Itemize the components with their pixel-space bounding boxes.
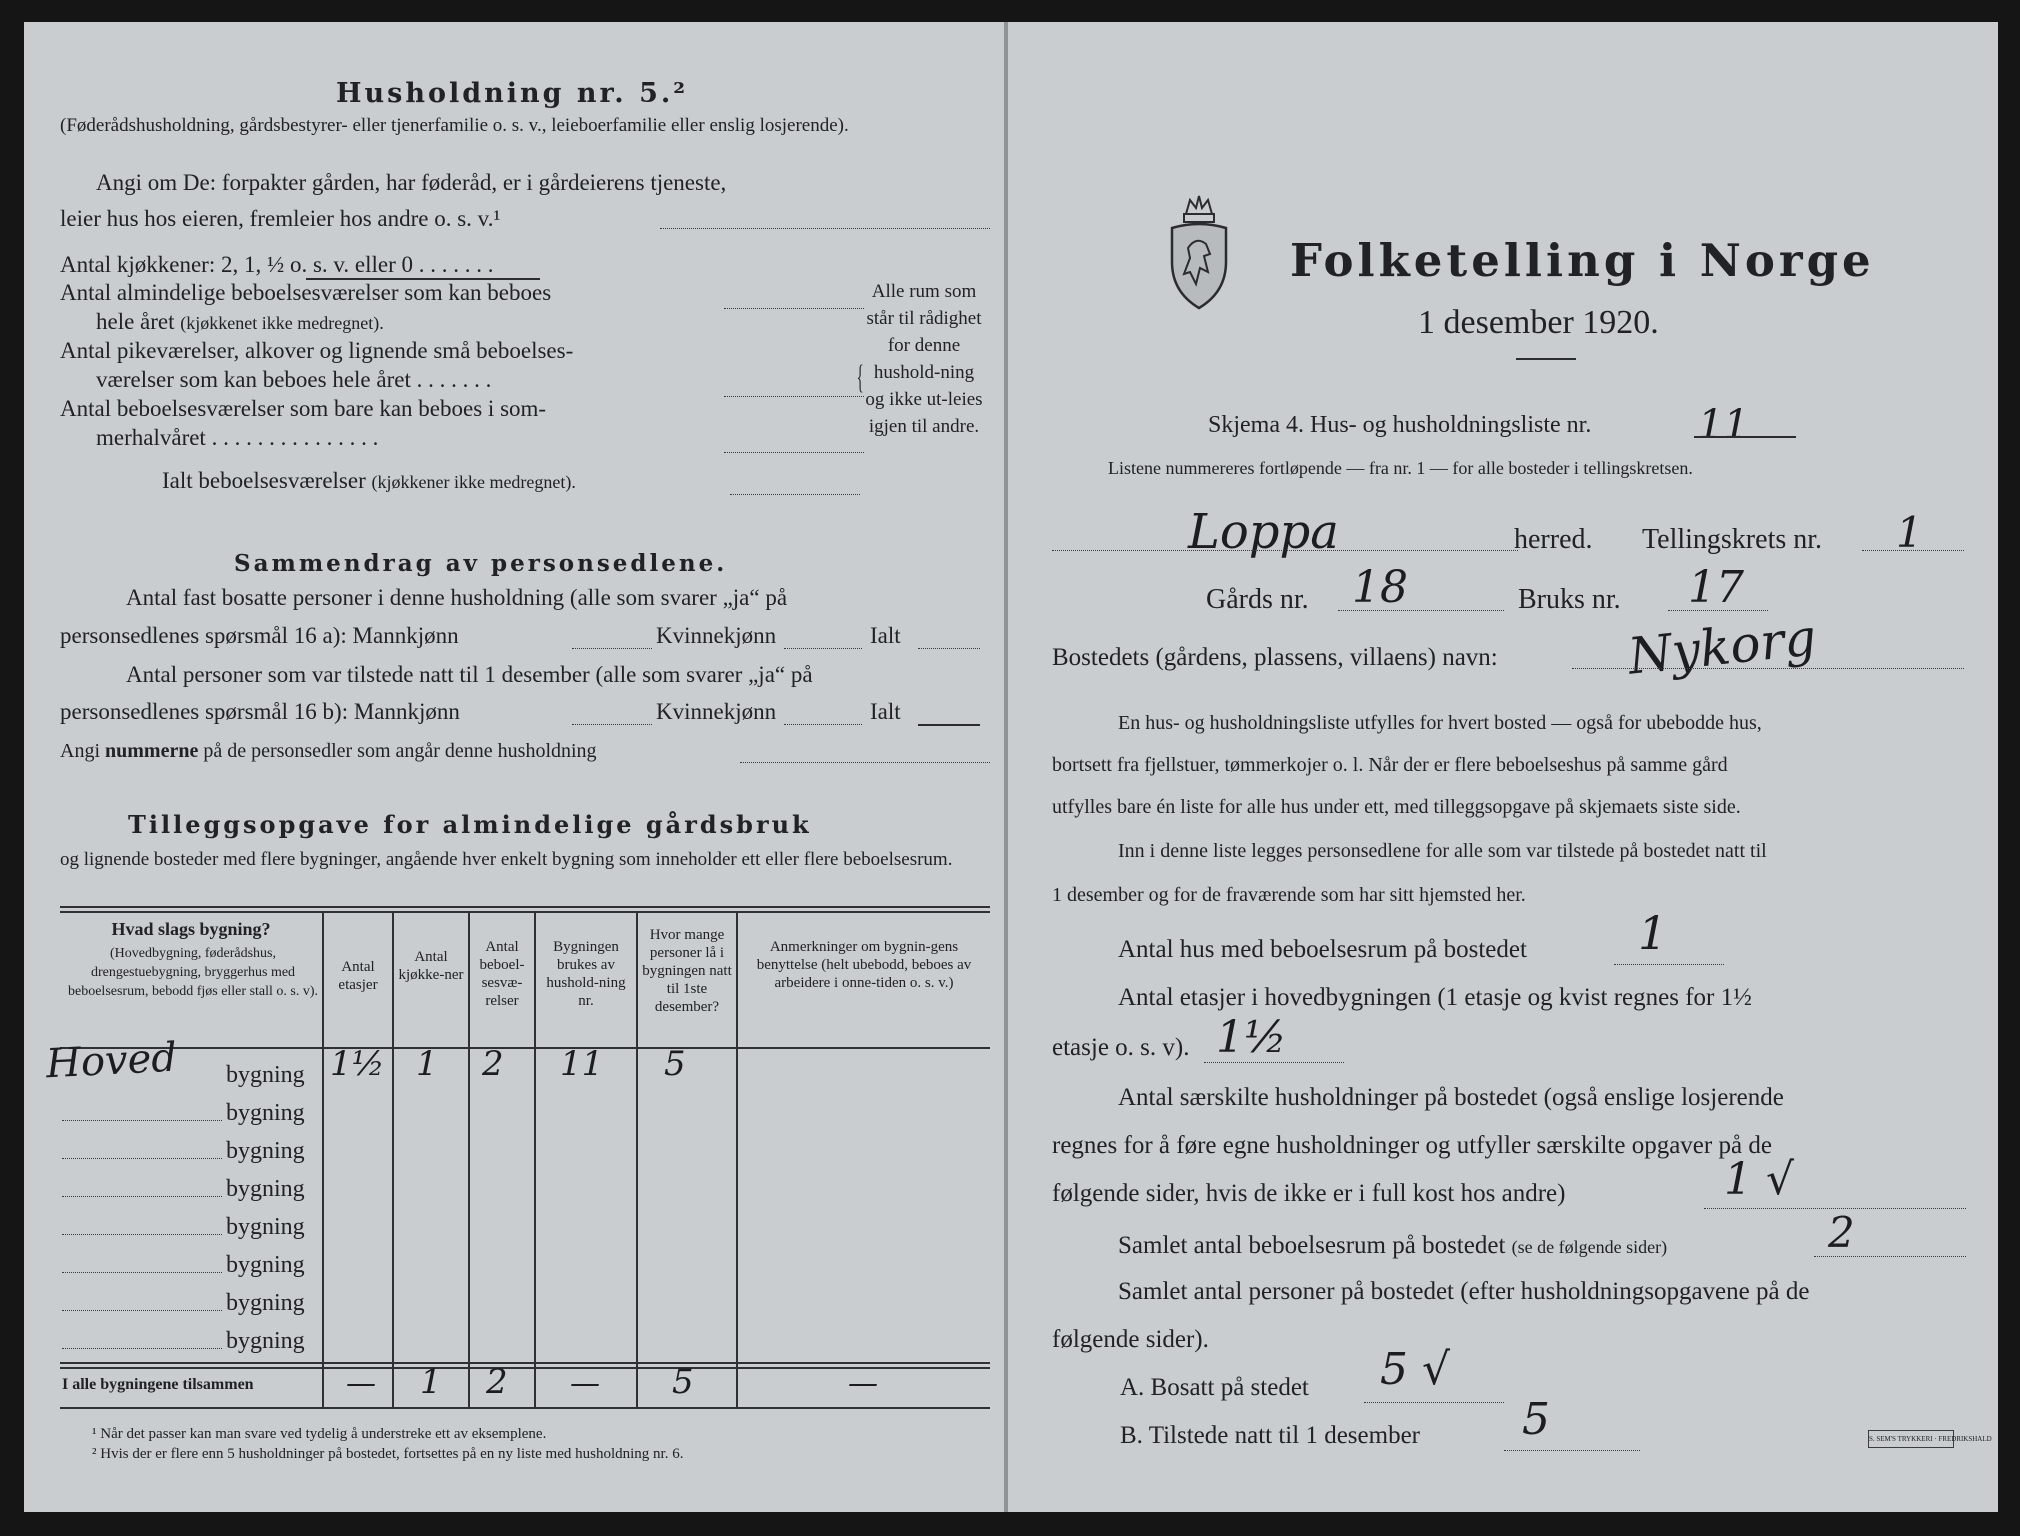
rooms-sommer-line-2: merhalvåret . . . . . . . . . . . . . . . bbox=[96, 425, 379, 450]
herred-value: Loppa bbox=[1188, 504, 1339, 560]
gards-value: 18 bbox=[1352, 562, 1408, 613]
q-rum-label: Samlet antal beboelsesrum på bostedet (se de følgende sider) bbox=[1118, 1232, 1668, 1259]
rooms-ialt-answer-line bbox=[730, 494, 860, 495]
summary-p2-ialt: Ialt bbox=[870, 699, 901, 724]
q-etasjer-line-2: etasje o. s. v). bbox=[1052, 1034, 1190, 1061]
instructions-line-1: En hus- og husholdningsliste utfylles for hvert bosted — også for ubebodde hus, bbox=[1118, 712, 1762, 734]
herred-line bbox=[1052, 550, 1518, 551]
q-hus-label: Antal hus med beboelsesrum på bostedet bbox=[1118, 936, 1527, 963]
summary-p2-ialt-line bbox=[918, 724, 980, 726]
rooms-sommer-answer-line bbox=[724, 452, 864, 453]
gards-line bbox=[1338, 610, 1504, 611]
coat-of-arms-icon bbox=[1166, 192, 1232, 312]
summary-p1-ialt-line bbox=[918, 648, 980, 649]
rooms-alm-answer-line bbox=[724, 308, 864, 309]
col-beboelse-header: Antal beboel-sesvæ-relser bbox=[479, 939, 525, 1009]
q-personer-line-2: følgende sider). bbox=[1052, 1326, 1209, 1353]
right-page bbox=[1008, 22, 1998, 1512]
gards-label: Gårds nr. bbox=[1206, 584, 1309, 615]
rooms-pike-line-1: Antal pikeværelser, alkover og lignende små beboelses- bbox=[60, 338, 574, 363]
col-bruk-header: Bygningen brukes av hushold-ning nr. bbox=[546, 939, 626, 1009]
a-bosatt-line bbox=[1364, 1402, 1504, 1403]
col-etasjer-header: Antal etasjer bbox=[338, 959, 378, 993]
col-type-header-note: (Hovedbygning, føderådshus, drengestuebygning, bryggerhus med beboelsesrum, bebodd fjøs eller stall o. s. v). bbox=[68, 946, 319, 999]
q-etasjer-line bbox=[1204, 1062, 1344, 1063]
angi-line-2: leier hus hos eieren, fremleier hos andre o. s. v.¹ bbox=[60, 206, 501, 231]
q-hush-line-3: følgende sider, hvis de ikke er i full kost hos andre) bbox=[1052, 1180, 1566, 1207]
summary-numbers-line bbox=[740, 762, 990, 763]
krets-value: 1 bbox=[1896, 508, 1923, 557]
summary-p1-ialt: Ialt bbox=[870, 623, 901, 648]
left-page: Husholdning nr. 5.² (Føderådshusholdning, gårdsbestyrer- eller tjenerfamilie o. s. v., leieboerfamilie eller enslig losjerende). Angi om De: forpakter gården, har føderåd, er i gårdeierens tjeneste, leier hus hos eieren, fremleier hos andre o. s. v.¹ Antal kjøkkener: 2, 1, ½ o. s. v. eller 0 . . . . . . . Antal almindelige beboelsesværelser som kan beboes hele året (kjøkkenet ikke medregnet). Antal pikeværelser, alkover og lignende små beboelses- værelser som kan beboes hele året . . . . . . . Antal beboelsesværelser som bare kan beboes i som- merhalvåret . . . . . . . . . . . . . . . Ialt beboelsesværelser (kjøkkener ikke medregnet). { Alle rum som står til rådighet for denne hushold-ning og ikke ut-leies igjen til andre. Sammendrag av personsedlene. Antal fast bosatte personer i denne husholdning (alle som svarer „ja“ på personsedlenes spørsmål 16 a): Mannkjønn Kvinnekjønn Ialt Antal personer som var tilstede natt til 1 desember (alle som svarer „ja“ på personsedlenes spørsmål 16 b): Mannkjønn Kvinnekjønn Ialt Angi nummerne på de personsedler som angår denne husholdning Tilleggsopgave for almindelige gårdsbruk og lignende bosteder med flere bygninger, angående hver enkelt bygning som inneholder ett eller flere beboelsesrum. Hvad slags bygning? (Hovedbygning, føderådshus, drengestuebygning, bryggerhus med beboelsesrum, bebodd fjøs eller stall o. s. v). Antal etasjer Antal kjøkke-ner Antal beboel-sesvæ-relser Bygningen brukes av hushold-ning nr. Hvor mange personer lå i bygningen natt til 1ste desember? Anmerkninger om bygnin-gens benyttelse (helt ubebodd, beboes av arbeidere i onne-tiden o. s. v.) Hoved bygning 1½ 1 2 11 5 bygning bygning bygning bygning bygning bygning bygning I alle bygningene tilsammen — 1 2 — 5 — ¹ Når det passer kan man svare ved tydelig å understreke ett av eksemplene. ² Hvis der er flere enn 5 husholdninger på bostedet, fortsettes på en ny liste med husholdning nr. 6. bbox=[24, 22, 1006, 1512]
col-personer-header: Hvor mange personer lå i bygningen natt til 1ste desember? bbox=[642, 927, 732, 1015]
bruks-line bbox=[1668, 610, 1768, 611]
b-tilstede-label: B. Tilstede natt til 1 desember bbox=[1120, 1422, 1420, 1449]
summary-p2-mann-line bbox=[572, 724, 652, 725]
row1-beboelse: 2 bbox=[482, 1044, 504, 1084]
angi-line-1: Angi om De: forpakter gården, har føderåd, er i gårdeierens tjeneste, bbox=[96, 170, 727, 195]
printer-stamp: S. SEM'S TRYKKERI · FREDRIKSHALD bbox=[1868, 1430, 1954, 1448]
instructions-line-4: Inn i denne liste legges personsedlene for alle som var tilstede på bostedet natt til bbox=[1118, 840, 1767, 862]
row1-kjokken: 1 bbox=[416, 1044, 438, 1084]
col-anm-header: Anmerkninger om bygnin-gens benyttelse (helt ubebodd, beboes av arbeidere i onne-tiden o. s. v.) bbox=[756, 939, 972, 991]
row1-personer: 5 bbox=[664, 1044, 686, 1084]
a-bosatt-label: A. Bosatt på stedet bbox=[1120, 1374, 1309, 1401]
rooms-ialt: Ialt beboelsesværelser (kjøkkener ikke medregnet). bbox=[162, 468, 576, 493]
household-title: Husholdning nr. 5.² bbox=[336, 78, 689, 109]
q-hush-line-2: regnes for å føre egne husholdninger og utfyller særskilte opgaver på de bbox=[1052, 1132, 1772, 1159]
instructions-line-2: bortsett fra fjellstuer, tømmerkojer o. l. Når der er flere beboelseshus på samme gård bbox=[1052, 754, 1728, 776]
summary-p2-kvinne-line bbox=[784, 724, 862, 725]
rooms-bracket: { bbox=[856, 359, 864, 396]
rooms-sommer-line-1: Antal beboelsesværelser som bare kan beboes i som- bbox=[60, 396, 547, 421]
summary-p2-line-1: Antal personer som var tilstede natt til 1 desember (alle som svarer „ja“ på bbox=[126, 662, 813, 687]
b-tilstede-line bbox=[1504, 1450, 1640, 1451]
row1-bruk: 11 bbox=[560, 1044, 604, 1084]
summary-numbers-label: Angi nummerne på de personsedler som angår denne husholdning bbox=[60, 740, 597, 762]
krets-label: Tellingskrets nr. bbox=[1642, 524, 1823, 555]
skjema-nr-value: 11 bbox=[1698, 402, 1749, 448]
q-hush-line-1: Antal særskilte husholdninger på bostedet (også enslige losjerende bbox=[1118, 1084, 1784, 1111]
title-rule bbox=[1516, 358, 1576, 360]
kitchens-label: Antal kjøkkener: 2, 1, ½ o. s. v. eller 0 . . . . . . . bbox=[60, 252, 494, 277]
row1-etasjer: 1½ bbox=[330, 1044, 385, 1084]
row1-bygning: bygning bbox=[226, 1062, 305, 1088]
footnote-1: ¹ Når det passer kan man svare ved tydelig å understreke ett av eksemplene. bbox=[92, 1426, 547, 1442]
q-rum-value: 2 bbox=[1828, 1208, 1855, 1257]
col-kjokken-header: Antal kjøkke-ner bbox=[398, 949, 464, 983]
census-title: Folketelling i Norge bbox=[1290, 234, 1875, 287]
numbering-note: Listene nummereres fortløpende — fra nr. 1 — for alle bosteder i tellingskretsen. bbox=[1108, 458, 1693, 478]
krets-line bbox=[1862, 550, 1964, 551]
q-hus-line bbox=[1614, 964, 1724, 965]
b-tilstede-value: 5 bbox=[1522, 1394, 1550, 1445]
footnote-2: ² Hvis der er flere enn 5 husholdninger på bostedet, fortsettes på en ny liste med husholdning nr. 6. bbox=[92, 1446, 684, 1462]
total-etasjer: — bbox=[346, 1366, 376, 1401]
summary-p1-kvinne: Kvinnekjønn bbox=[656, 623, 777, 648]
summary-p2-kvinne: Kvinnekjønn bbox=[656, 699, 777, 724]
summary-p2-line-2: personsedlenes spørsmål 16 b): Mannkjønn bbox=[60, 699, 460, 724]
bruks-label: Bruks nr. bbox=[1518, 584, 1621, 615]
total-bruk: — bbox=[570, 1366, 600, 1401]
angi-answer-line bbox=[660, 228, 990, 229]
instructions-line-3: utfylles bare én liste for alle hus under ett, med tilleggsopgave på skjemaets siste side. bbox=[1052, 796, 1741, 818]
q-hush-value: 1 √ bbox=[1724, 1154, 1795, 1205]
rooms-bracket-note: Alle rum som står til rådighet for denne hushold-ning og ikke ut-leies igjen til andre. bbox=[865, 281, 983, 437]
bruks-value: 17 bbox=[1688, 562, 1744, 613]
skjema-label: Skjema 4. Hus- og husholdningsliste nr. bbox=[1208, 412, 1592, 438]
herred-label: herred. bbox=[1514, 524, 1593, 555]
q-rum-line bbox=[1814, 1256, 1966, 1257]
skjema-nr-line bbox=[1694, 436, 1796, 438]
total-anm: — bbox=[848, 1366, 878, 1401]
row1-building-name: Hoved bbox=[44, 1034, 178, 1088]
total-personer: 5 bbox=[672, 1362, 694, 1402]
summary-p1-mann-line bbox=[572, 648, 652, 649]
tillegg-title: Tilleggsopgave for almindelige gårdsbruk bbox=[128, 810, 812, 839]
summary-title: Sammendrag av personsedlene. bbox=[234, 550, 728, 577]
rooms-pike-answer-line bbox=[724, 396, 864, 397]
total-label: I alle bygningene tilsammen bbox=[62, 1376, 254, 1393]
summary-p1-line-2: personsedlenes spørsmål 16 a): Mannkjønn bbox=[60, 623, 459, 648]
total-beboelse: 2 bbox=[486, 1362, 508, 1402]
bosted-label: Bostedets (gårdens, plassens, villaens) navn: bbox=[1052, 644, 1498, 671]
tillegg-subtitle: og lignende bosteder med flere bygninger, angående hver enkelt bygning som inneholder ett eller flere beboelsesrum. bbox=[60, 849, 953, 870]
rooms-alm-line-1: Antal almindelige beboelsesværelser som kan beboes bbox=[60, 280, 552, 305]
instructions-line-5: 1 desember og for de fraværende som har sitt hjemsted her. bbox=[1052, 884, 1526, 906]
bosted-line bbox=[1572, 668, 1964, 669]
census-date: 1 desember 1920. bbox=[1418, 304, 1659, 341]
q-etasjer-line-1: Antal etasjer i hovedbygningen (1 etasje og kvist regnes for 1½ bbox=[1118, 984, 1752, 1011]
q-personer-line-1: Samlet antal personer på bostedet (efter husholdningsopgavene på de bbox=[1118, 1278, 1810, 1305]
total-kjokken: 1 bbox=[420, 1362, 442, 1402]
bosted-value: Nykorg bbox=[1625, 608, 1819, 686]
rooms-pike-line-2: værelser som kan beboes hele året . . . . . . . bbox=[96, 367, 492, 392]
col-type-header: Hvad slags bygning? bbox=[111, 919, 271, 939]
household-subtitle: (Føderådshusholdning, gårdsbestyrer- eller tjenerfamilie o. s. v., leieboerfamilie eller enslig losjerende). bbox=[60, 115, 849, 136]
summary-p1-kvinne-line bbox=[784, 648, 862, 649]
summary-p1-line-1: Antal fast bosatte personer i denne husholdning (alle som svarer „ja“ på bbox=[126, 585, 788, 610]
q-etasjer-value: 1½ bbox=[1216, 1012, 1287, 1063]
q-hus-value: 1 bbox=[1638, 906, 1668, 960]
rooms-alm-line-2: hele året (kjøkkenet ikke medregnet). bbox=[96, 309, 384, 334]
a-bosatt-value: 5 √ bbox=[1380, 1344, 1451, 1395]
